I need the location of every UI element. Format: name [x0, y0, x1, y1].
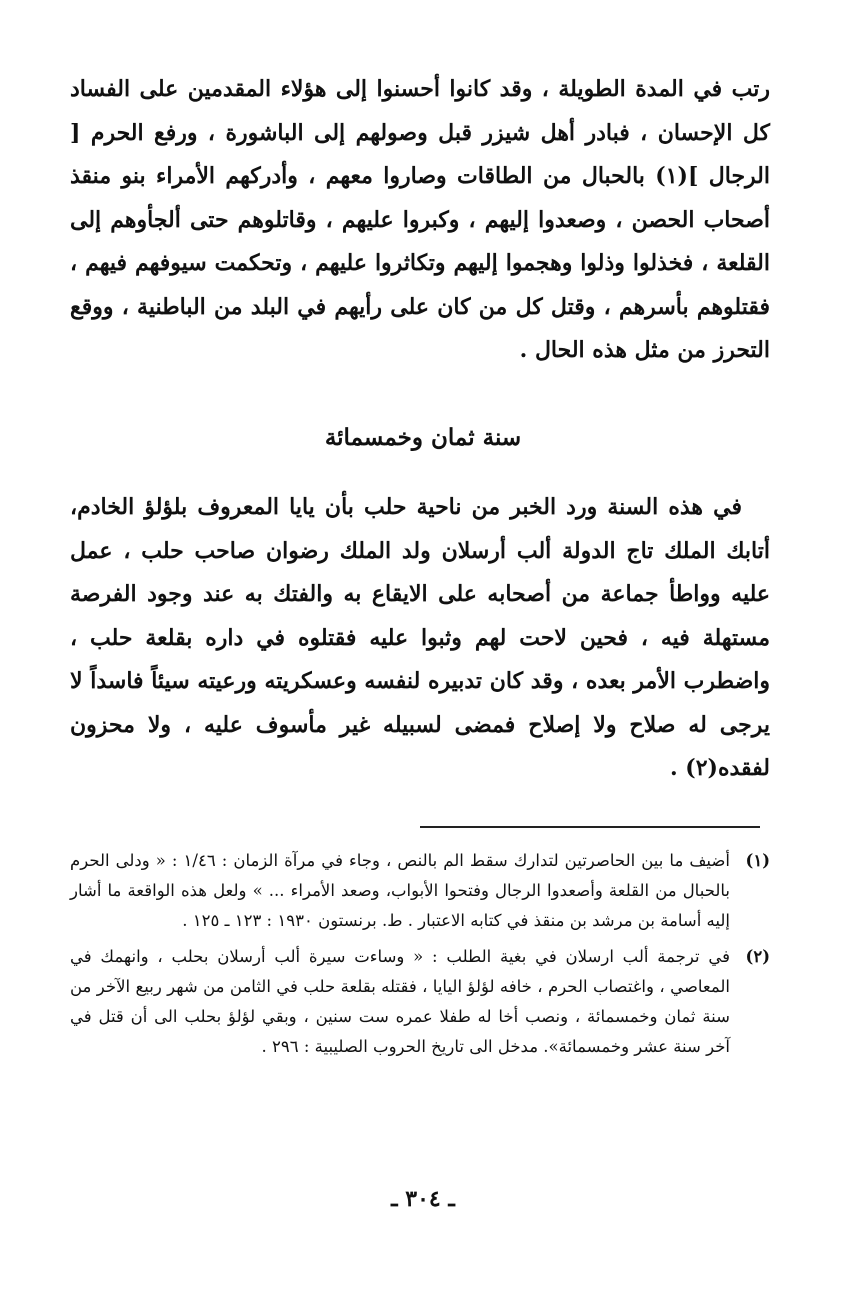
paragraph-continuation: رتب في المدة الطويلة ، وقد كانوا أحسنوا إلى هؤلاء المقدمين على الفساد كل الإحسان ، فبادر أهل شيزر قبل وصولهم إلى الباشورة ، ورفع الحرم [ الرجال ](١) بالحبال من الطاقات وصاروا معهم ، وأدركهم الأمراء بنو منقذ أصحاب الحصن ، وصعدوا إليهم ، وكبروا عليهم ، وقاتلوهم حتى ألجأوهم إلى القلعة ، فخذلوا وذلوا وهجموا إليهم وتكاثروا عليهم ، وتحكمت سيوفهم فيهم ، فقتلوهم بأسرهم ، وقتل كل من كان على رأيهم في البلد من الباطنية ، ووقع التحرز من مثل هذه الحال . — [70, 76, 770, 363]
footnotes — [70, 846, 770, 1068]
footnote — [70, 942, 770, 1062]
page-number: ـ ٣٠٤ ـ — [391, 1186, 455, 1212]
footnote-number: (١) — [745, 851, 770, 870]
section-paragraph: في هذه السنة ورد الخبر من ناحية حلب بأن يايا المعروف بلؤلؤ الخادم، أتابك الملك تاج الدولة ألب أرسلان ولد الملك رضوان صاحب حلب ، عمل عليه وواطأ جماعة من أصحابه على الايقاع به والفتك به عند وجود الفرصة مستهلة فيه ، فحين لاحت لهم وثبوا عليه فقتلوه في داره بقلعة حلب ، واضطرب الأمر بعده ، وقد كان تدبيره لنفسه وعسكريته ورعيته سيئاً فاسداً لا يرجى له صلاح ولا إصلاح فمضى لسبيله غير مأسوف عليه ، ولا محزون لفقده(٢) . — [70, 494, 770, 781]
footnote-text: أضيف ما بين الحاصرتين لتدارك سقط الم بالنص ، وجاء في مرآة الزمان : ١/٤٦ : « ودلى الحرم بالحبال من القلعة وأصعدوا الرجال وفتحوا الأبواب، وصعد الأمراء ... » ولعل هذه الواقعة ما أشار إليه أسامة بن مرشد بن منقذ في كتابه الاعتبار . ط. برنستون ١٩٣٠ : ١٢٣ ـ ١٢٥ . — [70, 851, 730, 930]
footnote — [70, 846, 770, 936]
footnote-divider — [420, 826, 760, 828]
footnote-text: في ترجمة ألب ارسلان في بغية الطلب : « وساءت سيرة ألب أرسلان بحلب ، وانهمك في المعاصي ، واغتصاب الحرم ، خافه لؤلؤ اليايا ، فقتله بقلعة حلب في الثامن من شهر ربيع الآخر من سنة ثمان وخمسمائة ، ونصب أخا له طفلا عمره ست سنين ، وبقي لؤلؤ بحلب الى أن قتل في آخر سنة عشر وخمسمائة». مدخل الى تاريخ الحروب الصليبية : ٢٩٦ . — [70, 947, 730, 1056]
main-text — [70, 68, 770, 373]
section-body — [70, 486, 770, 791]
footnote-number: (٢) — [745, 947, 770, 966]
section-heading: سنة ثمان وخمسمائة — [324, 424, 522, 451]
